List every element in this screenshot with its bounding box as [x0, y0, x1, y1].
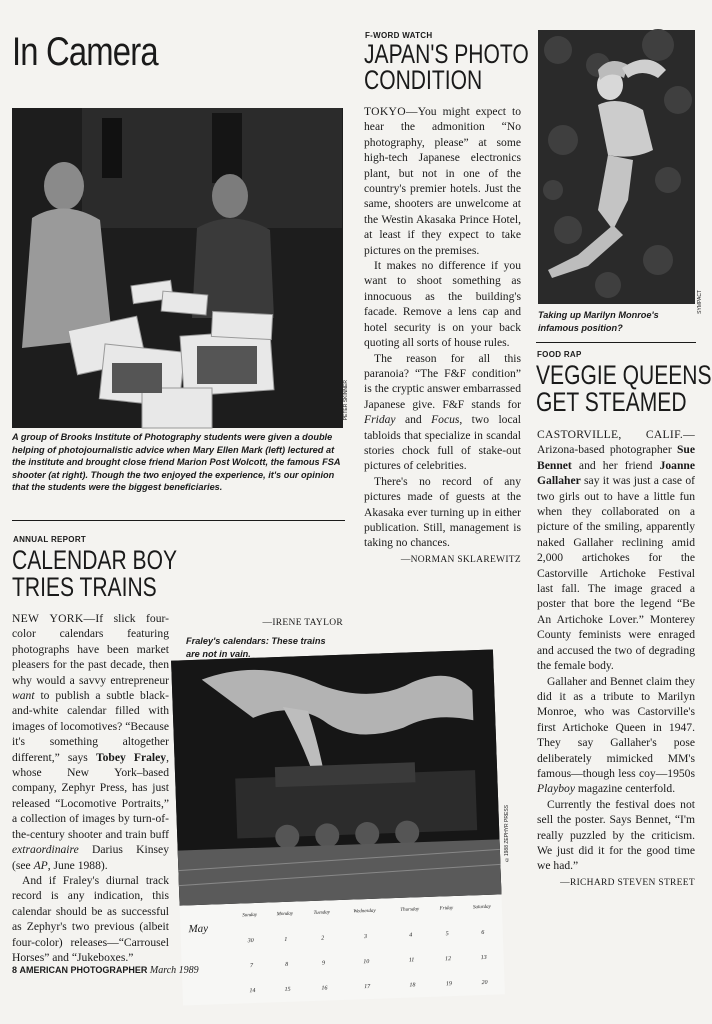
- extraordinaire-emphasis: extraordinaire: [12, 843, 79, 857]
- weekday-label: Friday: [439, 906, 454, 912]
- calendar-p1-text-a: If slick four-color calendars featuring photographs have been market pleasers for the past decade, then why would a savvy entrepreneur: [12, 612, 169, 687]
- japan-article-body: [364, 104, 521, 568]
- issue-date: March 1989: [149, 965, 199, 976]
- veggie-paragraph-3: Currently the festival does not sell the poster. Says Bennet, “I'm really puzzled by the criticism. We just did it for the good time we had.”: [537, 797, 695, 873]
- calendar-day: 12: [445, 955, 452, 962]
- brooks-photo-caption: A group of Brooks Institute of Photography students were given a double helping of photojournalistic advice when Mary Ellen Mark (left) lectured at the institute and brought close friend Marion Post Wolcott, the famous FSA shooter (at right). Though the two enjoyed the experience, it's our opinion that the students were the biggest beneficiaries.: [12, 432, 341, 493]
- calendar-day: 9: [321, 960, 326, 967]
- veggie-p1-text-a: Arizona-based photographer: [537, 443, 677, 457]
- calendar-kicker: ANNUAL REPORT: [13, 535, 87, 544]
- calendar-day: 16: [321, 984, 328, 992]
- weekday-label: Wednesday: [353, 908, 376, 915]
- monroe-photo-credit: SYMPACT: [697, 290, 703, 314]
- page-number: 8: [12, 965, 18, 975]
- playboy-title: Playboy: [537, 782, 575, 796]
- veggie-paragraph-2: [537, 674, 695, 797]
- calendar-p1-text-d: Darius Kinsey (see: [12, 843, 169, 872]
- japan-byline: —NORMAN SKLAREWITZ: [400, 554, 521, 565]
- calendar-month-label: May: [188, 922, 209, 936]
- veggie-byline: —RICHARD STEVEN STREET: [560, 877, 695, 888]
- calendar-day: 17: [364, 983, 371, 990]
- calendar-day: 3: [363, 933, 368, 940]
- brooks-photo-credit: PETER SKINNER: [343, 380, 349, 421]
- calendar-day: 10: [363, 958, 370, 965]
- calendar-days-table: [233, 894, 505, 1003]
- calendar-day: 20: [481, 979, 488, 986]
- want-emphasis: want: [12, 689, 35, 703]
- japan-dateline: TOKYO—: [364, 105, 418, 118]
- veggie-headline-line1: VEGGIE QUEENS: [536, 360, 712, 390]
- calendar-headline-line2: TRIES TRAINS: [12, 572, 157, 602]
- veggie-p1-text-c: say it was just a case of two girls out to have a little fun when they collaborated on a picture of the smiling, apparently naked Gallaher reclining amid 2,000 artichokes for the Castorville Artichoke Festival last fall. The image graced a poster that bore the legend “Be An Artichoke Lover.” Monterey County feminists were enraged and accused the two of degrading the female body.: [537, 474, 695, 673]
- calendar-byline: —IRENE TAYLOR: [262, 617, 343, 628]
- tobey-fraley-name: Tobey Fraley: [95, 750, 167, 764]
- monroe-divider: [536, 342, 696, 343]
- calendar-day: 11: [408, 956, 415, 964]
- japan-kicker: F-WORD WATCH: [365, 31, 433, 40]
- veggie-kicker: FOOD RAP: [537, 350, 582, 359]
- weekday-label: Sunday: [242, 912, 258, 919]
- brooks-photo-illustration: [12, 108, 343, 428]
- calendar-day: 1: [284, 936, 288, 943]
- calendar-paragraph-2: And if Fraley's diurnal track record is any indication, this calendar should be as successful as Zephyr's two previous (albeit four-color) releases—“Carrousel Horses” and “Jukeboxes.”: [12, 873, 169, 964]
- weekday-label: Tuesday: [313, 910, 331, 916]
- veggie-headline-line2: GET STEAMED: [536, 387, 687, 417]
- weekday-label: Thursday: [400, 907, 420, 913]
- locomotive-calendar: [171, 649, 505, 1005]
- calendar-day: 5: [445, 930, 449, 937]
- calendar-day: 19: [445, 980, 453, 987]
- calendar-day: 18: [409, 981, 416, 989]
- japan-p1-text: You might expect to hear the admonition “No photography, please” at some high-tech Japanese electronics plant, but not in one of the country's premier hotels. Just the same, shooters are unwelcome at the Westin Akasaka Prince Hotel, at least if they expect to take pictures on the premises.: [364, 105, 521, 257]
- japan-paragraph-1: [364, 104, 521, 258]
- veggie-article-body: [537, 427, 695, 891]
- calendar-dateline: NEW YORK—: [12, 612, 96, 625]
- calendar-grid: [180, 894, 505, 1005]
- calendar-p1-text-b: to publish a subtle black-and-white calendar filled with images of locomotives? “Because it's something altogether different,” says: [12, 689, 169, 764]
- japan-p3-and: and: [395, 413, 432, 427]
- weekday-label: Saturday: [472, 904, 491, 911]
- magazine-name: AMERICAN PHOTOGRAPHER: [19, 965, 148, 975]
- monroe-pose-photo: [538, 30, 695, 304]
- veggie-p2-text-a: Gallaher and Bennet claim they did it as a tribute to Marilyn Monroe, who was Castorville's first Artichoke Queen in 1947. They say Gallaher's pose deliberately mimicked MM's famous—though less coy—1950s: [537, 674, 695, 780]
- japan-paragraph-4: There's no record of any pictures made of guests at the Akasaka ever turning up in either publication. Still, management is taking no chances.: [364, 474, 521, 550]
- sue-bennet-name: Sue Bennet: [537, 443, 695, 472]
- japan-paragraph-3: [364, 351, 521, 474]
- calendar-day: 6: [481, 929, 485, 936]
- calendar-article-body: [12, 611, 169, 964]
- brooks-institute-photo: [12, 108, 343, 428]
- japan-paragraph-2: It makes no difference if you want to shoot something as innocuous as the building's facade. Remove a lens cap and hotel security is on your back quoting all sorts of house rules.: [364, 259, 521, 350]
- calendar-day: 7: [249, 962, 254, 969]
- calendar-day: 13: [480, 954, 487, 961]
- section-divider: [12, 520, 345, 521]
- veggie-p2-text-b: magazine centerfold.: [575, 782, 676, 796]
- japan-p3-text-a: The reason for all this paranoia? “The F&F condition” is the cryptic answer embarrassed Japanese give. F&F stands for: [364, 351, 521, 411]
- calendar-day: 14: [249, 987, 256, 994]
- calendar-day: 15: [284, 986, 291, 993]
- friday-title: Friday: [364, 413, 396, 427]
- ap-reference: AP: [33, 858, 48, 872]
- weekday-label: Monday: [276, 911, 294, 918]
- monroe-photo-caption: Taking up Marilyn Monroe's infamous position?: [538, 310, 659, 333]
- locomotive-photo: [171, 649, 501, 905]
- calendar-day: 2: [321, 935, 325, 942]
- veggie-p1-text-b: and her friend: [571, 458, 660, 472]
- japan-headline-line1: JAPAN'S PHOTO: [364, 39, 529, 69]
- calendar-p1-text-e: , June 1988).: [47, 858, 108, 872]
- japan-headline-line2: CONDITION: [364, 65, 483, 95]
- japan-p3-text-b: , two local tabloids that specialize in scandal stories chock full of stake-out pictures of celebrities.: [364, 413, 521, 473]
- locomotive-photo-illustration: [171, 649, 501, 905]
- joanne-gallaher-name: Joanne Gallaher: [537, 458, 695, 488]
- calendar-day: 4: [409, 931, 413, 939]
- calendar-p1-text-c: , whose New York–based company, Zephyr Press, has just released “Locomotive Portraits,” a collection of images by turn-of-the-century shooter and train buff: [12, 750, 169, 841]
- monroe-photo-illustration: [538, 30, 695, 304]
- veggie-dateline: CASTORVILLE, CALIF.—: [537, 428, 695, 441]
- veggie-paragraph-1: [537, 427, 695, 674]
- focus-title: Focus: [431, 413, 460, 427]
- calendar-photo-caption: Fraley's calendars: These trains are not in vain.: [186, 636, 326, 659]
- calendar-day: 8: [285, 961, 289, 968]
- calendar-photo-credit: ©1988 ZEPHYR PRESS: [504, 805, 510, 863]
- calendar-article-continuation: [186, 535, 343, 633]
- calendar-day: 30: [247, 937, 254, 944]
- calendar-paragraph-1: [12, 611, 169, 873]
- page-footer: [12, 965, 199, 976]
- section-title: In Camera: [12, 30, 158, 74]
- calendar-headline-line1: CALENDAR BOY: [12, 545, 178, 575]
